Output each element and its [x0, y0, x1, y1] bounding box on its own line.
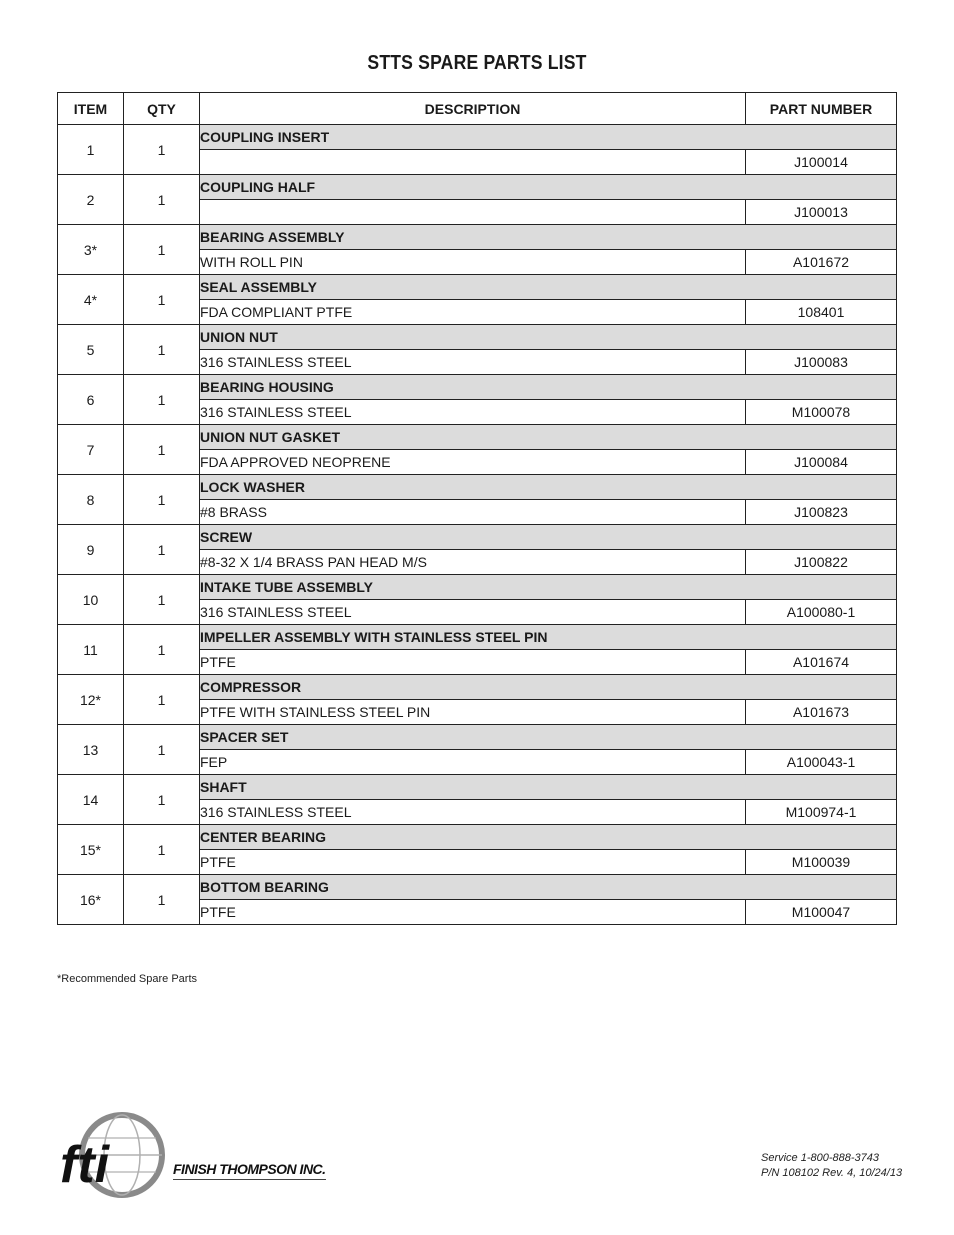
- part-number: M100039: [746, 850, 897, 875]
- part-name: SEAL ASSEMBLY: [200, 275, 897, 300]
- part-detail: PTFE WITH STAINLESS STEEL PIN: [200, 700, 746, 725]
- company-name: FINISH THOMPSON INC.: [173, 1161, 326, 1180]
- item-number: 14: [58, 775, 124, 825]
- item-quantity: 1: [124, 625, 200, 675]
- item-number: 3*: [58, 225, 124, 275]
- part-name: BEARING ASSEMBLY: [200, 225, 897, 250]
- table-row: [58, 425, 897, 450]
- service-phone: Service 1-800-888-3743: [761, 1152, 880, 1164]
- part-detail: PTFE: [200, 650, 746, 675]
- item-number: 16*: [58, 875, 124, 925]
- part-name: IMPELLER ASSEMBLY WITH STAINLESS STEEL PIN: [200, 625, 897, 650]
- item-number: 7: [58, 425, 124, 475]
- part-name: COMPRESSOR: [200, 675, 897, 700]
- part-number: M100078: [746, 400, 897, 425]
- part-name: SPACER SET: [200, 725, 897, 750]
- header-qty: QTY: [124, 93, 200, 125]
- item-quantity: 1: [124, 575, 200, 625]
- table-row: [58, 225, 897, 250]
- table-row: [58, 575, 897, 600]
- item-number: 13: [58, 725, 124, 775]
- item-number: 6: [58, 375, 124, 425]
- part-number: A100080-1: [746, 600, 897, 625]
- part-detail: 316 STAINLESS STEEL: [200, 600, 746, 625]
- document-part-number: P/N 108102 Rev. 4, 10/24/13: [761, 1167, 903, 1179]
- item-quantity: 1: [124, 475, 200, 525]
- part-detail: #8 BRASS: [200, 500, 746, 525]
- part-number: M100047: [746, 900, 897, 925]
- table-header-row: [58, 93, 897, 125]
- table-row: [58, 525, 897, 550]
- table-row: [58, 725, 897, 750]
- part-detail: WITH ROLL PIN: [200, 250, 746, 275]
- part-number: J100013: [746, 200, 897, 225]
- item-number: 10: [58, 575, 124, 625]
- table-row: [58, 275, 897, 300]
- item-quantity: 1: [124, 725, 200, 775]
- part-name: LOCK WASHER: [200, 475, 897, 500]
- item-quantity: 1: [124, 375, 200, 425]
- item-quantity: 1: [124, 825, 200, 875]
- part-detail: [200, 150, 746, 175]
- table-row: [58, 325, 897, 350]
- item-number: 9: [58, 525, 124, 575]
- part-detail: FEP: [200, 750, 746, 775]
- page-title: STTS SPARE PARTS LIST: [367, 52, 587, 74]
- part-name: BEARING HOUSING: [200, 375, 897, 400]
- table-row: [58, 625, 897, 650]
- part-name: BOTTOM BEARING: [200, 875, 897, 900]
- item-number: 12*: [58, 675, 124, 725]
- spare-parts-table: [57, 92, 897, 925]
- part-detail: 316 STAINLESS STEEL: [200, 800, 746, 825]
- part-detail: [200, 200, 746, 225]
- part-number: J100084: [746, 450, 897, 475]
- part-number: J100083: [746, 350, 897, 375]
- part-number: J100822: [746, 550, 897, 575]
- part-number: J100823: [746, 500, 897, 525]
- part-detail: 316 STAINLESS STEEL: [200, 350, 746, 375]
- contact-info: [761, 1151, 902, 1181]
- part-name: COUPLING INSERT: [200, 125, 897, 150]
- table-row: [58, 825, 897, 850]
- part-number: A100043-1: [746, 750, 897, 775]
- table-row: [58, 675, 897, 700]
- header-part-number: PART NUMBER: [746, 93, 897, 125]
- table-row: [58, 375, 897, 400]
- part-detail: 316 STAINLESS STEEL: [200, 400, 746, 425]
- part-number: 108401: [746, 300, 897, 325]
- part-number: M100974-1: [746, 800, 897, 825]
- table-row: [58, 775, 897, 800]
- part-detail: FDA APPROVED NEOPRENE: [200, 450, 746, 475]
- part-name: UNION NUT: [200, 325, 897, 350]
- item-number: 11: [58, 625, 124, 675]
- table-row: [58, 175, 897, 200]
- item-quantity: 1: [124, 125, 200, 175]
- item-number: 8: [58, 475, 124, 525]
- part-name: CENTER BEARING: [200, 825, 897, 850]
- item-number: 5: [58, 325, 124, 375]
- part-number: A101672: [746, 250, 897, 275]
- item-number: 15*: [58, 825, 124, 875]
- item-quantity: 1: [124, 425, 200, 475]
- item-number: 2: [58, 175, 124, 225]
- part-number: A101673: [746, 700, 897, 725]
- part-name: SHAFT: [200, 775, 897, 800]
- fti-logo: [52, 1110, 332, 1200]
- header-description: DESCRIPTION: [200, 93, 746, 125]
- item-quantity: 1: [124, 225, 200, 275]
- logo-text: fti: [60, 1136, 110, 1194]
- part-detail: FDA COMPLIANT PTFE: [200, 300, 746, 325]
- table-body: [58, 125, 897, 925]
- part-detail: PTFE: [200, 850, 746, 875]
- part-detail: #8-32 X 1/4 BRASS PAN HEAD M/S: [200, 550, 746, 575]
- footnote: *Recommended Spare Parts: [57, 973, 198, 985]
- header-item: ITEM: [58, 93, 124, 125]
- item-quantity: 1: [124, 875, 200, 925]
- table-row: [58, 125, 897, 150]
- item-quantity: 1: [124, 325, 200, 375]
- item-number: 4*: [58, 275, 124, 325]
- part-number: A101674: [746, 650, 897, 675]
- table-row: [58, 475, 897, 500]
- part-name: SCREW: [200, 525, 897, 550]
- item-quantity: 1: [124, 275, 200, 325]
- table-row: [58, 875, 897, 900]
- item-quantity: 1: [124, 675, 200, 725]
- item-quantity: 1: [124, 525, 200, 575]
- item-quantity: 1: [124, 775, 200, 825]
- item-quantity: 1: [124, 175, 200, 225]
- part-number: J100014: [746, 150, 897, 175]
- part-name: INTAKE TUBE ASSEMBLY: [200, 575, 897, 600]
- item-number: 1: [58, 125, 124, 175]
- part-name: UNION NUT GASKET: [200, 425, 897, 450]
- part-detail: PTFE: [200, 900, 746, 925]
- part-name: COUPLING HALF: [200, 175, 897, 200]
